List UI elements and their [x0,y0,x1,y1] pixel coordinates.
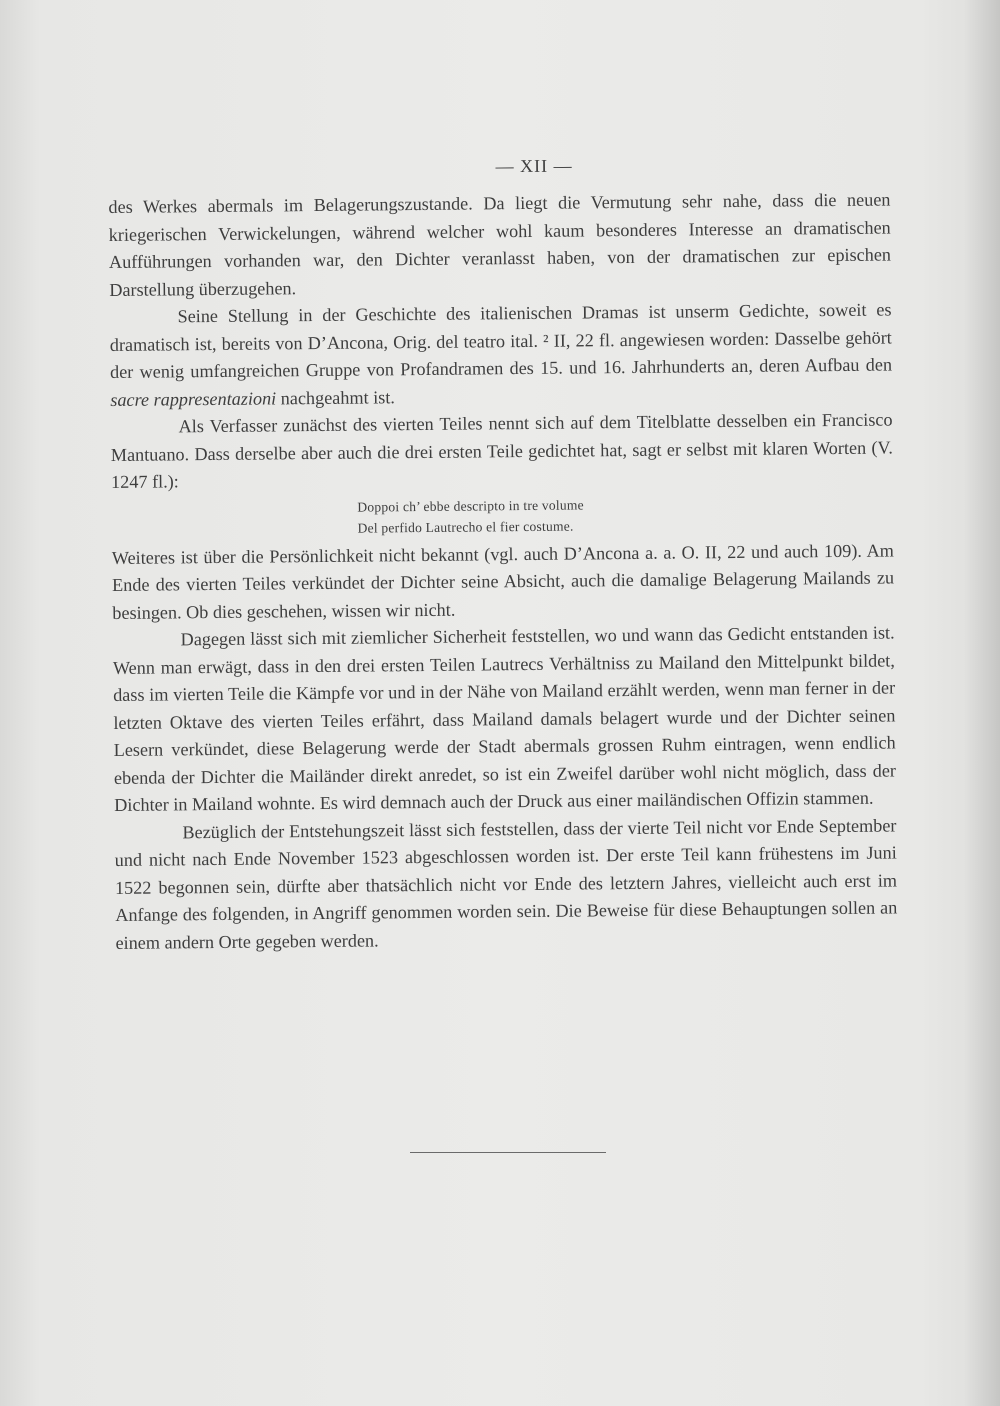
section-end-rule [410,1152,606,1153]
page-number: — XII — [495,155,573,177]
page-text-block [108,150,898,956]
page-edge-shadow [964,0,1000,1406]
paragraph-5: Dagegen lässt sich mit ziemlicher Sicherheit feststellen, wo und wann das Gedicht entstanden ist. Wenn man erwägt, dass in den drei ersten Teilen Lautrecs Verhältniss zu Mailand den Mittelpunkt bildet, dass im vierten Teile die Kämpfe vor und in der Nähe von Mailand erzählt werden, wenn man ferner in der letzten Oktave des vierten Teiles erfährt, dass Mailand damals belagert wurde und der Dichter seinen Lesern verkündet, diese Belagerung werde der Stadt abermals grossen Ruhm eintragen, wenn endlich ebenda der Dichter die Mailänder direkt anredet, so ist ein Zweifel darüber wohl nicht möglich, dass der Dichter in Mailand wohnte. Es wird demnach auch der Druck aus einer mailändischen Offizin stammen. [112,622,897,815]
paragraph-6: Bezüglich der Entstehungszeit lässt sich feststellen, dass der vierte Teil nicht vor Ende September und nicht nach Ende November 1523 abgeschlossen worden ist. Der erste Teil kann frühestens im Juni 1522 begonnen sein, dürfte aber thatsächlich nicht vor Ende des letztern Jahres, vielleicht auch erst im Anfange des folgenden, in Angriff genommen worden sein. Die Beweise für diese Behauptungen sollen an einem andern Orte gegeben werden. [114,814,898,953]
paragraph-4: Weiteres ist über die Persönlichkeit nicht bekannt (vgl. auch D’Ancona a. a. O. II, 22 und auch 109). Am Ende des vierten Teiles verkündet der Dichter seine Absicht, auch die damalige Belagerung Mailands zu besingen. Ob dies geschehen, wissen wir nicht. [111,539,895,623]
paragraph-2-italic-term: sacre rappresentazioni [110,387,277,410]
paragraph-2-text-before: Seine Stellung in der Geschichte des italienischen Dramas ist unserm Gedichte, soweit es dramatisch ist, bereits von D’Ancona, Orig. del teatro ital. ² II, 22 fl. angewiesen worden: Dasselbe gehört der wenig umfangreichen Gruppe von Profandramen des 15. und 16. Jahrhunderts an, deren Aufbau den [109,299,893,382]
paragraph-2 [109,296,892,414]
verse-line-2: Del perfido Lautrecho el fier costume. [357,518,574,536]
paragraph-2-text-after: nachgeahmt ist. [276,386,395,408]
verse-line-1: Doppoi ch’ ebbe descripto in tre volume [357,496,584,515]
paragraph-1: des Werkes abermals im Belagerungszustande. Da liegt die Vermutung sehr nahe, dass die neuen kriegerischen Verwickelungen, während welcher wohl kaum besonderes Interesse an dramatischen Aufführungen vorhanden war, den Dichter veranlasst haben, von der dramatischen zur epischen Darstellung überzugehen. [108,189,892,300]
paragraph-3: Als Verfasser zunächst des vierten Teiles nennt sich auf dem Titelblatte desselben ein Francisco Mantuano. Dass derselbe aber auch die drei ersten Teile gedichtet hat, sagt er selbst mit klaren Worten (V. 1247 fl.): [110,409,893,492]
verse-quotation [357,491,893,538]
